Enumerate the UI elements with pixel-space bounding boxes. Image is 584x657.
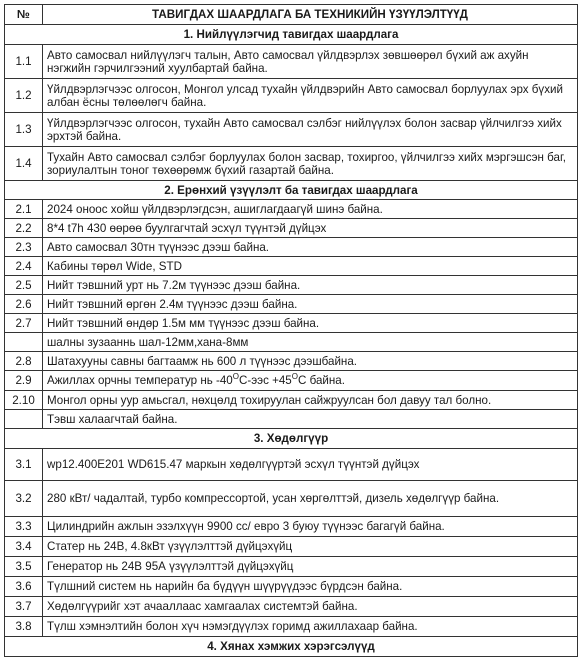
table-row bbox=[5, 295, 578, 314]
row-number: 1.1 bbox=[5, 45, 43, 79]
table-row bbox=[5, 200, 578, 219]
table-row bbox=[5, 352, 578, 371]
row-text: Авто самосвал нийлүүлэгч талын, Авто самосвал үйлдвэрлэх зөвшөөрөл бүхий аж ахуйн нэгжийн гэрчилгээний хуулбартай байна. bbox=[43, 45, 578, 79]
row-number: 1.3 bbox=[5, 113, 43, 147]
row-number: 2.9 bbox=[5, 371, 43, 391]
row-number: 3.5 bbox=[5, 557, 43, 577]
table-row bbox=[5, 238, 578, 257]
temperature-text-start: Ажиллах орчны температур нь -40 bbox=[47, 374, 233, 387]
degree-mark: O bbox=[232, 372, 239, 382]
table-row bbox=[5, 537, 578, 557]
section-title: 3. Хөдөлгүүр bbox=[5, 429, 578, 449]
header-title: ТАВИГДАХ ШААРДЛАГА БА ТЕХНИКИЙН ҮЗҮҮЛЭЛТҮҮД bbox=[43, 5, 578, 25]
row-number: 1.4 bbox=[5, 147, 43, 181]
row-text: Хөдөлгүүрийг хэт ачааллаас хамгаалах системтэй байна. bbox=[43, 597, 578, 617]
row-text: Нийт тэвшний өндөр 1.5м мм түүнээс дээш байна. bbox=[43, 314, 578, 333]
section-title: 2. Ерөнхий үзүүлэлт ба тавигдах шаардлага bbox=[5, 181, 578, 200]
row-text: Шатахууны савны багтаамж нь 600 л түүнээс дээшбайна. bbox=[43, 352, 578, 371]
row-text: Түлшний систем нь нарийн ба бүдүүн шүүрүүдээс бүрдсэн байна. bbox=[43, 577, 578, 597]
table-row bbox=[5, 557, 578, 577]
table-row bbox=[5, 147, 578, 181]
table-row bbox=[5, 314, 578, 333]
table-row bbox=[5, 517, 578, 537]
table-row bbox=[5, 333, 578, 352]
row-number: 2.5 bbox=[5, 276, 43, 295]
temperature-text-middle: C-ээс +45 bbox=[239, 374, 292, 387]
row-text: 2024 оноос хойш үйлдвэрлэгдсэн, ашиглагдаагүй шинэ байна. bbox=[43, 200, 578, 219]
row-number: 2.3 bbox=[5, 238, 43, 257]
row-text: Түлш хэмнэлтийн болон хүч нэмэгдүүлэх горимд ажиллахаар байна. bbox=[43, 617, 578, 637]
section-title-row bbox=[5, 181, 578, 200]
table-row bbox=[5, 597, 578, 617]
row-text: Монгол орны уур амьсгал, нөхцөлд тохируулан сайжруулсан бол давуу тал болно. bbox=[43, 391, 578, 410]
row-number bbox=[5, 410, 43, 429]
row-number: 2.4 bbox=[5, 257, 43, 276]
row-text: Статер нь 24В, 4.8кВт үзүүлэлттэй дүйцэхүйц bbox=[43, 537, 578, 557]
row-text: Кабины төрөл Wide, STD bbox=[43, 257, 578, 276]
temperature-text-end: C байна. bbox=[297, 374, 345, 387]
row-text: Үйлдвэрлэгчээс олгосон, тухайн Авто самосвал сэлбэг нийлүүлэх болон засвар үйлчилгээ хийх эрхтэй байна. bbox=[43, 113, 578, 147]
row-number: 2.1 bbox=[5, 200, 43, 219]
row-text bbox=[43, 371, 578, 391]
row-number: 3.2 bbox=[5, 481, 43, 517]
row-number: 1.2 bbox=[5, 79, 43, 113]
row-number: 2.6 bbox=[5, 295, 43, 314]
header-row bbox=[5, 5, 578, 25]
row-number: 3.7 bbox=[5, 597, 43, 617]
table-row bbox=[5, 219, 578, 238]
table-row bbox=[5, 45, 578, 79]
row-number: 3.4 bbox=[5, 537, 43, 557]
row-number: 2.10 bbox=[5, 391, 43, 410]
row-text: Авто самосвал 30тн түүнээс дээш байна. bbox=[43, 238, 578, 257]
row-text: Нийт тэвшний урт нь 7.2м түүнээс дээш байна. bbox=[43, 276, 578, 295]
row-text: Цилиндрийн ажлын эзэлхүүн 9900 cc/ евро 3 буюу түүнээс багагүй байна. bbox=[43, 517, 578, 537]
section-title: 1. Нийлүүлэгчид тавигдах шаардлага bbox=[5, 25, 578, 45]
row-text: Үйлдвэрлэгчээс олгосон, Монгол улсад тухайн үйлдвэрийн Авто самосвал борлуулах эрх бүхий албан ёсны төлөөлөгч байна. bbox=[43, 79, 578, 113]
row-text: Тэвш халаагчтай байна. bbox=[43, 410, 578, 429]
table-row bbox=[5, 391, 578, 410]
row-number: 3.6 bbox=[5, 577, 43, 597]
row-number: 2.8 bbox=[5, 352, 43, 371]
table-row bbox=[5, 410, 578, 429]
table-row bbox=[5, 257, 578, 276]
row-number: 3.8 bbox=[5, 617, 43, 637]
section-title-row bbox=[5, 429, 578, 449]
row-text: Генератор нь 24В 95А үзүүлэлттэй дүйцэхүйц bbox=[43, 557, 578, 577]
row-text: 8*4 t7h 430 өөрөө буулгагчтай эсхүл түүнтэй дүйцэх bbox=[43, 219, 578, 238]
table-row bbox=[5, 481, 578, 517]
table-row bbox=[5, 449, 578, 481]
row-number: 3.3 bbox=[5, 517, 43, 537]
section-title-row bbox=[5, 637, 578, 657]
degree-mark: O bbox=[291, 372, 298, 382]
table-row bbox=[5, 577, 578, 597]
header-number: № bbox=[5, 5, 43, 25]
row-number bbox=[5, 333, 43, 352]
specification-table bbox=[4, 4, 578, 657]
row-text: wp12.400E201 WD615.47 маркын хөдөлгүүртэй эсхүл түүнтэй дүйцэх bbox=[43, 449, 578, 481]
row-number: 2.2 bbox=[5, 219, 43, 238]
row-text: шалны зузааннь шал-12мм,хана-8мм bbox=[43, 333, 578, 352]
row-text: 280 кВт/ чадалтай, турбо компрессортой, усан хөргөлттэй, дизель хөдөлгүүр байна. bbox=[43, 481, 578, 517]
row-text: Тухайн Авто самосвал сэлбэг борлуулах болон засвар, тохиргоо, үйлчилгээ хийх мэргэшсэн баг, зориулалтын тоног төхөөрөмж бүхий газартай байна. bbox=[43, 147, 578, 181]
section-title-row bbox=[5, 25, 578, 45]
row-number: 3.1 bbox=[5, 449, 43, 481]
table-row bbox=[5, 113, 578, 147]
table-row bbox=[5, 617, 578, 637]
table-row bbox=[5, 276, 578, 295]
row-number: 2.7 bbox=[5, 314, 43, 333]
table-row bbox=[5, 371, 578, 391]
table-row bbox=[5, 79, 578, 113]
row-text: Нийт тэвшний өргөн 2.4м түүнээс дээш байна. bbox=[43, 295, 578, 314]
section-title: 4. Хянах хэмжих хэрэгсэлүүд bbox=[5, 637, 578, 657]
